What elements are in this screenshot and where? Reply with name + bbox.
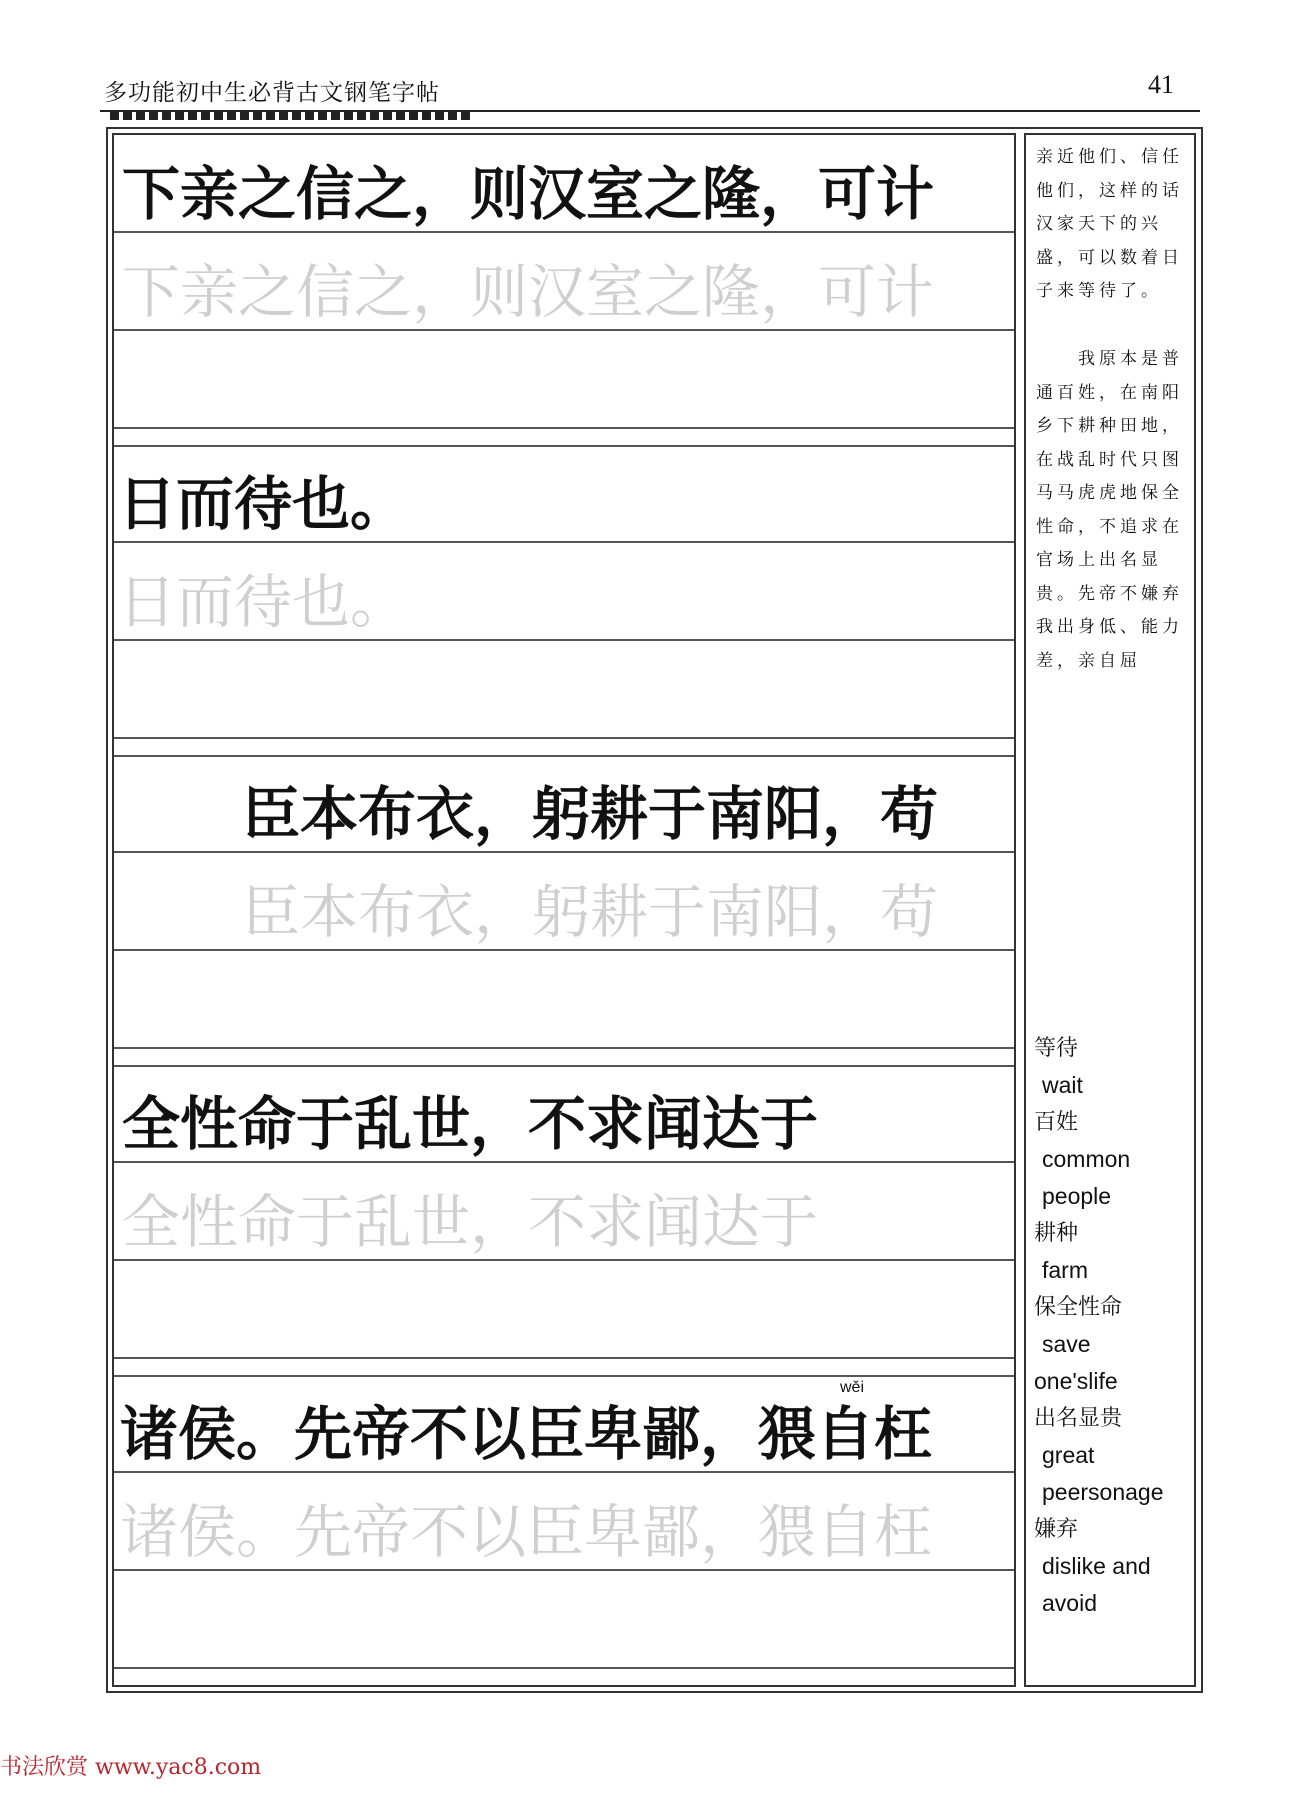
model-row: [114, 135, 1014, 233]
blank-row[interactable]: [114, 951, 1014, 1049]
translation-paragraph: 我原本是普通百姓，在南阳乡下耕种田地，在战乱时代只图马马虎虎地保全性命，不追求在官场上出名显贵。先帝不嫌弃我出身低、能力差，亲自屈: [1036, 349, 1183, 671]
model-text: 诸侯。先帝不以臣卑鄙，猥自枉: [120, 1400, 933, 1468]
model-row: [114, 1375, 1014, 1473]
page-number: 41: [1148, 70, 1174, 99]
vocab-term-en: great: [1042, 1442, 1095, 1468]
header-ornament: [110, 112, 470, 120]
blank-row[interactable]: [114, 641, 1014, 739]
vocabulary-list: [1034, 1030, 1194, 1622]
blank-row[interactable]: [114, 1261, 1014, 1359]
vocab-term-cn: 出名显贵: [1034, 1406, 1123, 1431]
trace-text: 下亲之信之，则汉室之隆，可计: [122, 258, 935, 326]
vocab-term-en: save: [1042, 1331, 1091, 1357]
book-title: 多功能初中生必背古文钢笔字帖: [104, 80, 440, 106]
trace-row: [114, 1473, 1014, 1571]
trace-row: [114, 1163, 1014, 1261]
model-row: [114, 445, 1014, 543]
vocab-term-en: wait: [1042, 1072, 1083, 1098]
vocab-term-cn: 嫌弃: [1034, 1517, 1079, 1542]
vocab-term-en: peersonage: [1042, 1479, 1164, 1505]
vocab-term-en: avoid: [1042, 1590, 1097, 1616]
trace-text: 臣本布衣，躬耕于南阳，苟: [242, 878, 939, 946]
model-row: [114, 755, 1014, 853]
blank-row[interactable]: [114, 1571, 1014, 1669]
trace-row: [114, 233, 1014, 331]
vocab-term-cn: 耕种: [1034, 1221, 1079, 1246]
vocab-term-en: farm: [1042, 1257, 1088, 1283]
vocab-term-en: one'slife: [1034, 1368, 1118, 1394]
translation-paragraph: 亲近他们、信任他们，这样的话汉家天下的兴盛，可以数着日子来等待了。: [1036, 147, 1183, 301]
vocab-term-en: people: [1042, 1183, 1112, 1209]
trace-text: 全性命于乱世，不求闻达于: [122, 1188, 819, 1256]
vocab-term-en: dislike and: [1042, 1553, 1151, 1579]
translation-sidebar: [1024, 133, 1196, 1687]
model-text: 全性命于乱世，不求闻达于: [122, 1090, 819, 1158]
model-text: 下亲之信之，则汉室之隆，可计: [122, 160, 935, 228]
practice-column: [112, 133, 1016, 1687]
vocab-term-cn: 等待: [1034, 1036, 1079, 1061]
trace-row: [114, 543, 1014, 641]
trace-text: 日而待也。: [118, 568, 409, 636]
vocab-term-en: common: [1042, 1146, 1131, 1172]
vocab-term-cn: 保全性命: [1034, 1295, 1123, 1320]
model-text: 日而待也。: [118, 470, 409, 538]
model-row: [114, 1065, 1014, 1163]
pinyin-annotation: wěi: [840, 1379, 865, 1396]
blank-row[interactable]: [114, 331, 1014, 429]
vocab-term-cn: 百姓: [1034, 1110, 1079, 1135]
model-text: 臣本布衣，躬耕于南阳，苟: [242, 780, 939, 848]
site-watermark: 书法欣赏 www.yac8.com: [0, 1755, 262, 1780]
trace-text: 诸侯。先帝不以臣卑鄙，猥自枉: [120, 1498, 933, 1566]
trace-row: [114, 853, 1014, 951]
